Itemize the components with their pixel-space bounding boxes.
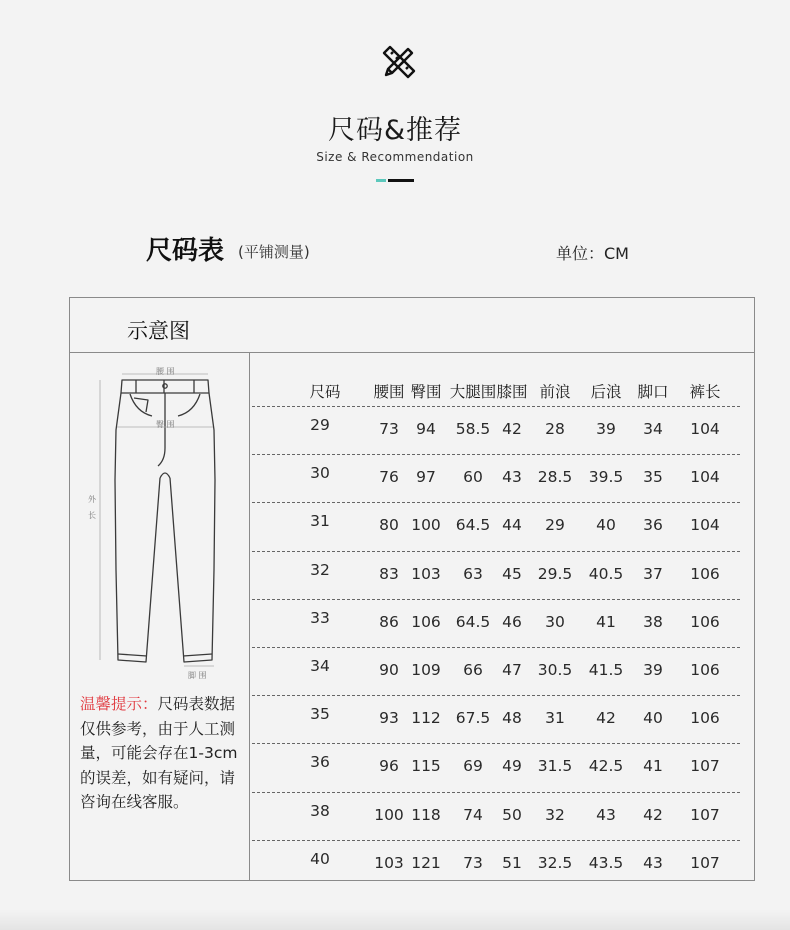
waist-label: 腰 围 xyxy=(156,367,175,376)
cell-length: 106 xyxy=(690,565,720,583)
cell-knee: 48 xyxy=(502,709,522,727)
cell-length: 106 xyxy=(690,661,720,679)
row-separator xyxy=(252,551,740,552)
cell-back-rise: 43 xyxy=(596,806,616,824)
frame-divider xyxy=(70,352,754,353)
cell-waist: 83 xyxy=(379,565,399,583)
cell-size: 34 xyxy=(310,657,330,675)
cell-length: 104 xyxy=(690,420,720,438)
size-note-highlight: 温馨提示： xyxy=(80,695,158,713)
cell-hem: 37 xyxy=(643,565,663,583)
cell-hip: 100 xyxy=(411,516,441,534)
cell-waist: 80 xyxy=(379,516,399,534)
cell-back-rise: 43.5 xyxy=(588,854,624,872)
cell-hip: 103 xyxy=(411,565,441,583)
cell-hem: 42 xyxy=(643,806,663,824)
cell-thigh: 69 xyxy=(463,757,483,775)
cell-length: 104 xyxy=(690,468,720,486)
column-header-hem: 脚口 xyxy=(637,383,669,401)
cell-size: 32 xyxy=(310,561,330,579)
cell-front-rise: 31.5 xyxy=(537,757,573,775)
page-subtitle: Size & Recommendation xyxy=(316,150,474,164)
cell-size: 31 xyxy=(310,512,330,530)
cell-front-rise: 28 xyxy=(545,420,565,438)
cell-hem: 38 xyxy=(643,613,663,631)
cell-thigh: 64.5 xyxy=(455,613,491,631)
cell-hip: 97 xyxy=(416,468,436,486)
cell-waist: 103 xyxy=(374,854,404,872)
cell-front-rise: 31 xyxy=(545,709,565,727)
cell-hem: 35 xyxy=(643,468,663,486)
cell-hip: 94 xyxy=(416,420,436,438)
cell-hem: 41 xyxy=(643,757,663,775)
cell-hem: 36 xyxy=(643,516,663,534)
cell-waist: 86 xyxy=(379,613,399,631)
cell-thigh: 74 xyxy=(463,806,483,824)
cell-thigh: 64.5 xyxy=(455,516,491,534)
size-table-subtitle: (平铺测量) xyxy=(238,243,310,261)
cell-waist: 76 xyxy=(379,468,399,486)
diagram-title: 示意图 xyxy=(127,319,190,343)
cell-size: 38 xyxy=(310,802,330,820)
cell-length: 107 xyxy=(690,806,720,824)
row-separator xyxy=(252,647,740,648)
bottom-shadow xyxy=(0,910,790,930)
frame-column-divider xyxy=(249,353,250,880)
cell-hip: 115 xyxy=(411,757,441,775)
cell-length: 106 xyxy=(690,709,720,727)
cell-back-rise: 42.5 xyxy=(588,757,624,775)
row-separator xyxy=(252,599,740,600)
cell-front-rise: 30.5 xyxy=(537,661,573,679)
row-separator xyxy=(252,454,740,455)
cell-knee: 42 xyxy=(502,420,522,438)
size-table-title: 尺码表 xyxy=(146,236,225,266)
size-note xyxy=(80,692,246,815)
column-header-hip: 臀围 xyxy=(410,383,442,401)
cell-knee: 51 xyxy=(502,854,522,872)
cell-back-rise: 42 xyxy=(596,709,616,727)
cell-waist: 90 xyxy=(379,661,399,679)
column-header-size: 尺码 xyxy=(309,383,341,401)
row-separator xyxy=(252,406,740,407)
column-header-thigh: 大腿围 xyxy=(449,383,497,401)
row-separator xyxy=(252,840,740,841)
page-title: 尺码&推荐 xyxy=(327,115,463,146)
cell-hem: 43 xyxy=(643,854,663,872)
cell-length: 104 xyxy=(690,516,720,534)
pants-diagram xyxy=(78,360,248,686)
row-separator xyxy=(252,695,740,696)
row-separator xyxy=(252,502,740,503)
size-note-body: 尺码表数据仅供参考，由于人工测量，可能会存在1-3cm的误差，如有疑问，请咨询在线客服。 xyxy=(80,695,238,811)
cell-thigh: 60 xyxy=(463,468,483,486)
cell-back-rise: 40.5 xyxy=(588,565,624,583)
cell-size: 29 xyxy=(310,416,330,434)
column-header-knee: 膝围 xyxy=(496,383,528,401)
column-header-front-rise: 前浪 xyxy=(539,383,571,401)
cell-waist: 96 xyxy=(379,757,399,775)
cell-size: 30 xyxy=(310,464,330,482)
cell-front-rise: 29 xyxy=(545,516,565,534)
cell-back-rise: 39.5 xyxy=(588,468,624,486)
cell-length: 107 xyxy=(690,854,720,872)
hem-label: 脚 围 xyxy=(188,671,207,680)
ruler-pencil-icon xyxy=(381,44,417,80)
cell-front-rise: 32.5 xyxy=(537,854,573,872)
cell-waist: 100 xyxy=(374,806,404,824)
row-separator xyxy=(252,743,740,744)
cell-knee: 44 xyxy=(502,516,522,534)
title-divider-accent xyxy=(376,179,386,182)
column-header-waist: 腰围 xyxy=(373,383,405,401)
cell-knee: 45 xyxy=(502,565,522,583)
cell-hip: 109 xyxy=(411,661,441,679)
cell-size: 35 xyxy=(310,705,330,723)
cell-back-rise: 41.5 xyxy=(588,661,624,679)
cell-waist: 73 xyxy=(379,420,399,438)
cell-back-rise: 39 xyxy=(596,420,616,438)
cell-thigh: 58.5 xyxy=(455,420,491,438)
cell-back-rise: 41 xyxy=(596,613,616,631)
cell-knee: 49 xyxy=(502,757,522,775)
cell-front-rise: 30 xyxy=(545,613,565,631)
hip-label: 臀 围 xyxy=(156,420,175,429)
cell-size: 40 xyxy=(310,850,330,868)
cell-hem: 34 xyxy=(643,420,663,438)
cell-front-rise: 32 xyxy=(545,806,565,824)
cell-hip: 112 xyxy=(411,709,441,727)
cell-waist: 93 xyxy=(379,709,399,727)
cell-thigh: 67.5 xyxy=(455,709,491,727)
cell-thigh: 66 xyxy=(463,661,483,679)
cell-hip: 118 xyxy=(411,806,441,824)
title-divider xyxy=(388,179,414,182)
column-header-back-rise: 后浪 xyxy=(590,383,622,401)
cell-front-rise: 28.5 xyxy=(537,468,573,486)
cell-hip: 106 xyxy=(411,613,441,631)
cell-knee: 43 xyxy=(502,468,522,486)
cell-hem: 40 xyxy=(643,709,663,727)
cell-length: 106 xyxy=(690,613,720,631)
cell-size: 36 xyxy=(310,753,330,771)
cell-length: 107 xyxy=(690,757,720,775)
cell-knee: 46 xyxy=(502,613,522,631)
cell-thigh: 73 xyxy=(463,854,483,872)
cell-hem: 39 xyxy=(643,661,663,679)
cell-hip: 121 xyxy=(411,854,441,872)
column-header-length: 裤长 xyxy=(689,383,721,401)
cell-knee: 47 xyxy=(502,661,522,679)
cell-size: 33 xyxy=(310,609,330,627)
cell-knee: 50 xyxy=(502,806,522,824)
cell-thigh: 63 xyxy=(463,565,483,583)
cell-front-rise: 29.5 xyxy=(537,565,573,583)
row-separator xyxy=(252,792,740,793)
unit-label: 单位：CM xyxy=(556,244,629,263)
cell-back-rise: 40 xyxy=(596,516,616,534)
length-label: 外 长 xyxy=(88,495,96,520)
